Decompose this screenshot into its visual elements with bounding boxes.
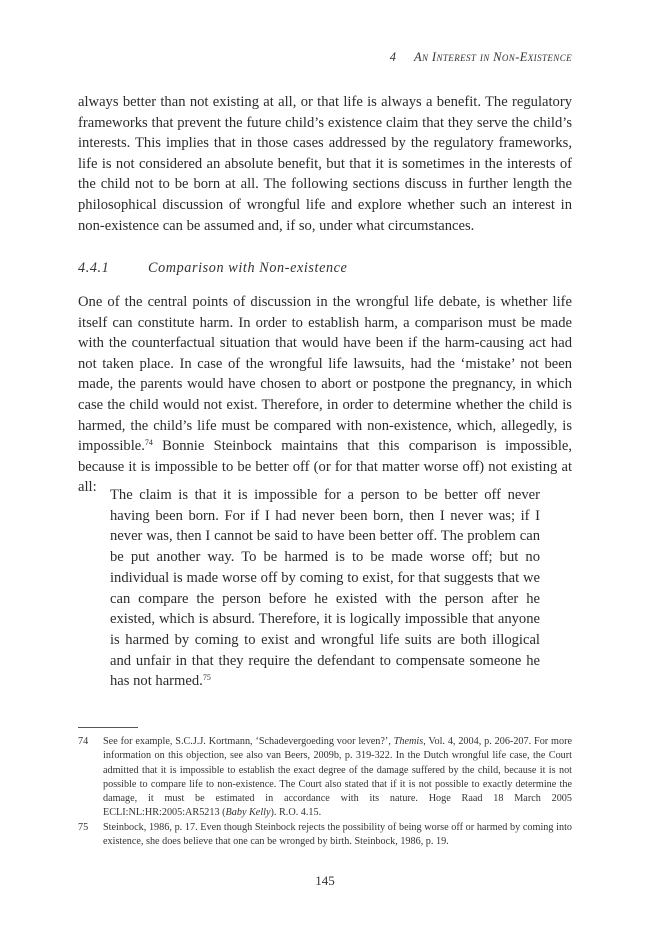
footnote-reference[interactable]: 74 xyxy=(144,438,153,448)
running-head-chapter-number: 4 xyxy=(389,50,397,64)
running-head-chapter-title: An Interest in Non-Existence xyxy=(413,50,572,64)
section-heading xyxy=(78,260,347,277)
footnote xyxy=(78,735,572,821)
footnote-text: Steinbock, 1986, p. 17. Even though Steinbock rejects the possibility of being worse off or harmed by coming into existence, she does believe that one can be wronged by birth. Steinbock, 1986, p. 19. xyxy=(103,821,572,848)
section-number: 4.4.1 xyxy=(78,260,110,276)
footnote-number: 74 xyxy=(78,736,89,747)
footnote-text xyxy=(103,735,572,821)
footnote-reference[interactable]: 75 xyxy=(202,673,211,683)
footnote-separator xyxy=(78,727,138,728)
footnote-italic-title: Themis xyxy=(393,736,424,747)
footnote-text-part: See for example, S.C.J.J. Kortmann, ‘Schadevergoeding voor leven?’, xyxy=(103,736,394,747)
page-number: 145 xyxy=(315,873,335,888)
footnote-text-part: , Vol. 4, 2004, p. 206-207. For more information on this objection, see also van Beers, 2009b, p. 319-322. In the Dutch wrongful life case, the Court admitted that it is impossible to establish the exact degree of the damage suffered by the child, because it is not possible to compare life to non-existence. The Court also stated that if it is not possible to exactly determine the damage, it must be estimated in accordance with its nature. Hoge Raad 18 March 2005 ECLI:NL:HR:2005:AR5213 ( xyxy=(103,736,572,819)
block-quote xyxy=(110,485,540,692)
footnote xyxy=(78,821,572,850)
footnotes xyxy=(78,735,572,849)
footnote-number: 75 xyxy=(78,821,89,833)
quote-text: The claim is that it is impossible for a person to be better off never having been born. For if I had never been born, then I never was; if I never was, then I cannot be said to have been better off. The problem can be put another way. To be harmed is to be made worse off; but no individual is made worse off by coming to exist, for that suggests that we can compare the person before he existed with the person after he existed, which is absurd. Therefore, it is logically impossible that anyone is harmed by coming to exist and wrongful life suits are both illogical and unfair in that they require the defendant to compensate someone he has not harmed. xyxy=(110,487,540,690)
body-paragraph: always better than not existing at all, or that life is always a benefit. The regulatory frameworks that prevent the future child’s existence claim that they serve the child’s interests. This implies that in those cases addressed by the regulatory frameworks, life is not considered an absolute benefit, but that it is sometimes in the interests of the child not to be born at all. The following sections discuss in further length the philosophical discussion of wrongful life and explore whether such an interest in non-existence can be assumed and, if so, under what circumstances. xyxy=(78,94,572,234)
body-paragraph xyxy=(78,292,572,498)
footnote-text-part: ). R.O. 4.15. xyxy=(270,807,322,819)
paragraph-text: Bonnie Steinbock maintains that this comparison is impossible, because it is impossible to be better off (or for that matter worse off) not existing at all: xyxy=(78,438,572,496)
section-title: Comparison with Non-existence xyxy=(148,260,348,276)
footnote-italic-case: Baby Kelly xyxy=(225,807,271,819)
paragraph-text: One of the central points of discussion in the wrongful life debate, is whether life itself can constitute harm. In order to establish harm, a comparison must be made with the counterfactual situation that would have been if the harm-causing act had not taken place. In case of the wrongful life lawsuits, had the ‘mistake’ not been made, the parents would have chosen to abort or postpone the pregnancy, in which case the child would not exist. Therefore, in order to determine whether the child is harmed, the child’s life must be compared with non-existence, which, allegedly, is impossible. xyxy=(78,294,572,455)
running-head xyxy=(390,50,572,65)
